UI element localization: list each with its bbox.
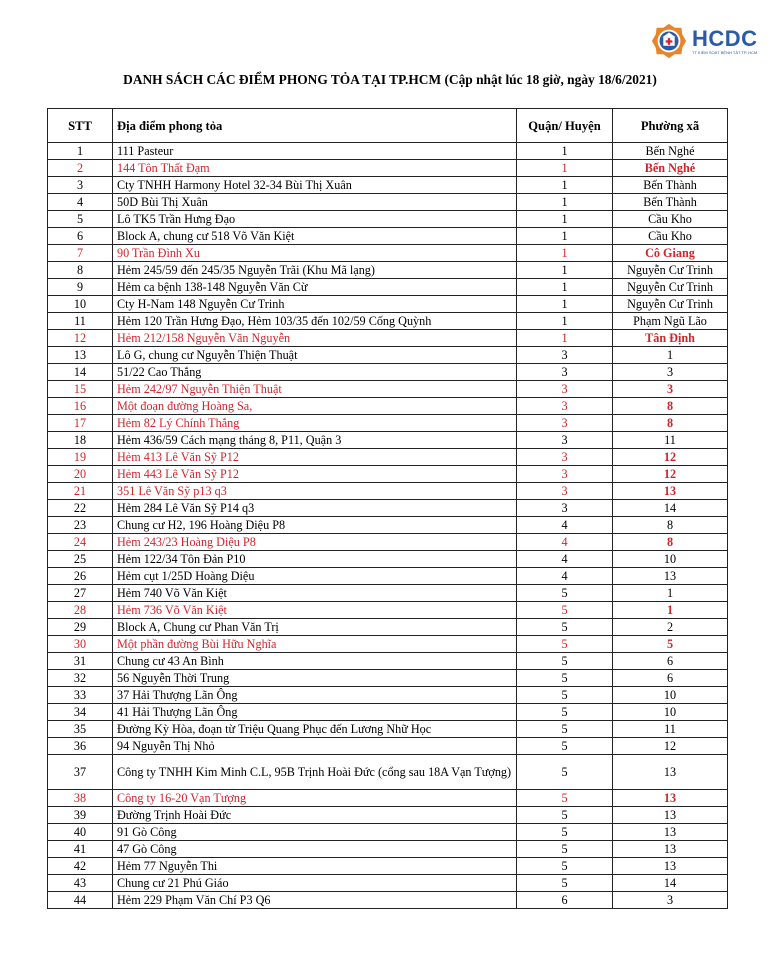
cell-district: 5 — [517, 602, 613, 619]
cell-district: 3 — [517, 364, 613, 381]
cell-stt: 42 — [48, 858, 113, 875]
cell-ward: 13 — [613, 807, 728, 824]
table-row — [48, 143, 728, 160]
table-header-row — [48, 109, 728, 143]
cell-district: 1 — [517, 262, 613, 279]
cell-location: Hẻm 443 Lê Văn Sỹ P12 — [113, 466, 517, 483]
cell-stt: 4 — [48, 194, 113, 211]
table-row — [48, 313, 728, 330]
cell-ward: 8 — [613, 415, 728, 432]
cell-district: 1 — [517, 143, 613, 160]
cell-location: Hẻm 122/34 Tôn Đản P10 — [113, 551, 517, 568]
cell-location: Công ty 16-20 Vạn Tượng — [113, 790, 517, 807]
cell-stt: 22 — [48, 500, 113, 517]
cell-ward: 13 — [613, 841, 728, 858]
cell-district: 1 — [517, 330, 613, 347]
cell-location: Chung cư 21 Phú Giáo — [113, 875, 517, 892]
cell-stt: 32 — [48, 670, 113, 687]
cell-district: 4 — [517, 551, 613, 568]
cell-location: Một phần đường Bùi Hữu Nghĩa — [113, 636, 517, 653]
cell-stt: 38 — [48, 790, 113, 807]
header-stt: STT — [48, 109, 113, 143]
cell-ward: 5 — [613, 636, 728, 653]
table-row — [48, 364, 728, 381]
table-row — [48, 398, 728, 415]
cell-district: 5 — [517, 653, 613, 670]
cell-ward: 8 — [613, 534, 728, 551]
cell-ward: 10 — [613, 551, 728, 568]
table-row — [48, 619, 728, 636]
cell-ward: 13 — [613, 568, 728, 585]
table-row — [48, 483, 728, 500]
cell-district: 4 — [517, 534, 613, 551]
cell-stt: 3 — [48, 177, 113, 194]
cell-ward: 3 — [613, 364, 728, 381]
cell-stt: 1 — [48, 143, 113, 160]
header-ward: Phường xã — [613, 109, 728, 143]
cell-ward: Bến Thành — [613, 194, 728, 211]
table-row — [48, 517, 728, 534]
cell-district: 5 — [517, 619, 613, 636]
cell-location: Cty TNHH Harmony Hotel 32-34 Bùi Thị Xuân — [113, 177, 517, 194]
cell-ward: Nguyễn Cư Trinh — [613, 279, 728, 296]
cell-stt: 26 — [48, 568, 113, 585]
cell-stt: 43 — [48, 875, 113, 892]
table-row — [48, 807, 728, 824]
cell-ward: 12 — [613, 449, 728, 466]
cell-ward: 10 — [613, 704, 728, 721]
cell-district: 3 — [517, 449, 613, 466]
cell-district: 5 — [517, 824, 613, 841]
cell-location: Công ty TNHH Kim Minh C.L, 95B Trịnh Hoài Đức (cổng sau 18A Vạn Tượng) — [113, 755, 517, 790]
table-row — [48, 381, 728, 398]
table-row — [48, 500, 728, 517]
cell-location: Hẻm 243/23 Hoàng Diệu P8 — [113, 534, 517, 551]
cell-location: 90 Trần Đình Xu — [113, 245, 517, 262]
cell-location: 47 Gò Công — [113, 841, 517, 858]
cell-district: 5 — [517, 858, 613, 875]
cell-district: 1 — [517, 296, 613, 313]
cell-ward: 8 — [613, 398, 728, 415]
table-row — [48, 415, 728, 432]
cell-stt: 25 — [48, 551, 113, 568]
table-row — [48, 721, 728, 738]
cell-location: 50D Bùi Thị Xuân — [113, 194, 517, 211]
cell-district: 3 — [517, 500, 613, 517]
cell-location: Hẻm 245/59 đến 245/35 Nguyễn Trãi (Khu Mã lạng) — [113, 262, 517, 279]
table-row — [48, 211, 728, 228]
page-title: DANH SÁCH CÁC ĐIỂM PHONG TỎA TẠI TP.HCM (Cập nhật lúc 18 giờ, ngày 18/6/2021) — [123, 72, 657, 87]
cell-district: 1 — [517, 245, 613, 262]
cell-location: 51/22 Cao Thắng — [113, 364, 517, 381]
cell-ward: 6 — [613, 670, 728, 687]
table-row — [48, 194, 728, 211]
cell-stt: 13 — [48, 347, 113, 364]
cell-location: Block A, Chung cư Phan Văn Trị — [113, 619, 517, 636]
cell-district: 5 — [517, 670, 613, 687]
cell-stt: 44 — [48, 892, 113, 909]
table-row — [48, 841, 728, 858]
cell-district: 5 — [517, 738, 613, 755]
cell-district: 5 — [517, 721, 613, 738]
cell-district: 4 — [517, 568, 613, 585]
table-row — [48, 228, 728, 245]
cell-stt: 36 — [48, 738, 113, 755]
cell-stt: 15 — [48, 381, 113, 398]
cell-stt: 21 — [48, 483, 113, 500]
cell-stt: 14 — [48, 364, 113, 381]
lockdown-table — [47, 108, 728, 909]
cell-stt: 18 — [48, 432, 113, 449]
cell-ward: 12 — [613, 738, 728, 755]
table-row — [48, 245, 728, 262]
table-row — [48, 466, 728, 483]
cell-ward: 13 — [613, 790, 728, 807]
cell-district: 3 — [517, 415, 613, 432]
cell-location: Đường Kỳ Hòa, đoạn từ Triệu Quang Phục đến Lương Nhữ Học — [113, 721, 517, 738]
cell-ward: Cầu Kho — [613, 211, 728, 228]
cell-district: 1 — [517, 177, 613, 194]
cell-ward: 12 — [613, 466, 728, 483]
cell-location: 144 Tôn Thất Đạm — [113, 160, 517, 177]
cell-ward: 13 — [613, 483, 728, 500]
table-row — [48, 653, 728, 670]
table-row — [48, 279, 728, 296]
cell-location: Hẻm ca bệnh 138-148 Nguyễn Văn Cừ — [113, 279, 517, 296]
cell-stt: 2 — [48, 160, 113, 177]
table-row — [48, 670, 728, 687]
cell-location: 91 Gò Công — [113, 824, 517, 841]
cell-stt: 17 — [48, 415, 113, 432]
cell-location: 351 Lê Văn Sỹ p13 q3 — [113, 483, 517, 500]
cell-district: 1 — [517, 279, 613, 296]
table-body — [48, 143, 728, 909]
header-district: Quận/ Huyện — [517, 109, 613, 143]
cell-location: Hẻm 736 Võ Văn Kiệt — [113, 602, 517, 619]
cell-location: Hẻm 284 Lê Văn Sỹ P14 q3 — [113, 500, 517, 517]
cell-ward: Bến Nghé — [613, 143, 728, 160]
cell-district: 5 — [517, 687, 613, 704]
table-row — [48, 534, 728, 551]
cell-stt: 8 — [48, 262, 113, 279]
cell-stt: 39 — [48, 807, 113, 824]
cell-stt: 29 — [48, 619, 113, 636]
cell-district: 3 — [517, 466, 613, 483]
table-row — [48, 824, 728, 841]
table-row — [48, 551, 728, 568]
cell-district: 1 — [517, 313, 613, 330]
cell-district: 1 — [517, 211, 613, 228]
cell-stt: 37 — [48, 755, 113, 790]
cell-location: Hẻm 212/158 Nguyễn Văn Nguyễn — [113, 330, 517, 347]
table-row — [48, 875, 728, 892]
cell-district: 1 — [517, 194, 613, 211]
cell-ward: 6 — [613, 653, 728, 670]
table-row — [48, 160, 728, 177]
cell-district: 4 — [517, 517, 613, 534]
cell-ward: 11 — [613, 721, 728, 738]
cell-stt: 27 — [48, 585, 113, 602]
cell-location: Hẻm 740 Võ Văn Kiệt — [113, 585, 517, 602]
cell-stt: 40 — [48, 824, 113, 841]
cell-ward: Cô Giang — [613, 245, 728, 262]
cell-stt: 30 — [48, 636, 113, 653]
cell-ward: Cầu Kho — [613, 228, 728, 245]
cell-district: 6 — [517, 892, 613, 909]
cell-ward: 1 — [613, 585, 728, 602]
cell-ward: Bến Thành — [613, 177, 728, 194]
cell-location: 111 Pasteur — [113, 143, 517, 160]
cell-ward: 14 — [613, 500, 728, 517]
logo-subtitle: TT KIỂM SOÁT BỆNH TẬT TP. HCM — [692, 49, 758, 55]
cell-stt: 10 — [48, 296, 113, 313]
cell-location: Hẻm 120 Trần Hưng Đạo, Hẻm 103/35 đến 102/59 Cống Quỳnh — [113, 313, 517, 330]
table-row — [48, 347, 728, 364]
cell-ward: Bến Nghé — [613, 160, 728, 177]
cell-district: 3 — [517, 432, 613, 449]
table-row — [48, 602, 728, 619]
cell-district: 5 — [517, 790, 613, 807]
cell-location: 56 Nguyễn Thời Trung — [113, 670, 517, 687]
cell-stt: 34 — [48, 704, 113, 721]
cell-ward: 8 — [613, 517, 728, 534]
cell-ward: 2 — [613, 619, 728, 636]
cell-location: Chung cư H2, 196 Hoàng Diệu P8 — [113, 517, 517, 534]
cell-stt: 23 — [48, 517, 113, 534]
cell-stt: 20 — [48, 466, 113, 483]
cell-location: 94 Nguyễn Thị Nhỏ — [113, 738, 517, 755]
table-row — [48, 755, 728, 790]
cell-location: Lô G, chung cư Nguyễn Thiện Thuật — [113, 347, 517, 364]
cell-location: 41 Hải Thượng Lãn Ông — [113, 704, 517, 721]
header-location: Địa điểm phong tỏa — [113, 109, 517, 143]
cell-ward: 10 — [613, 687, 728, 704]
cell-district: 5 — [517, 807, 613, 824]
cell-district: 5 — [517, 636, 613, 653]
table-row — [48, 262, 728, 279]
cell-location: Đường Trịnh Hoài Đức — [113, 807, 517, 824]
table-row — [48, 892, 728, 909]
cell-ward: Tân Định — [613, 330, 728, 347]
table-row — [48, 568, 728, 585]
cell-location: Hẻm 413 Lê Văn Sỹ P12 — [113, 449, 517, 466]
table-row — [48, 177, 728, 194]
table-row — [48, 585, 728, 602]
cell-ward: 3 — [613, 892, 728, 909]
cell-location: Hẻm cụt 1/25D Hoàng Diệu — [113, 568, 517, 585]
cell-ward: 13 — [613, 858, 728, 875]
cell-stt: 28 — [48, 602, 113, 619]
cell-stt: 11 — [48, 313, 113, 330]
cell-location: Một đoạn đường Hoàng Sa, — [113, 398, 517, 415]
cell-ward: Nguyễn Cư Trinh — [613, 296, 728, 313]
cell-stt: 33 — [48, 687, 113, 704]
cell-location: Hẻm 82 Lý Chính Thắng — [113, 415, 517, 432]
cell-ward: 13 — [613, 755, 728, 790]
cell-ward: 3 — [613, 381, 728, 398]
logo-name: HCDC — [692, 25, 758, 51]
table-row — [48, 704, 728, 721]
cell-stt: 5 — [48, 211, 113, 228]
cell-district: 3 — [517, 381, 613, 398]
cell-stt: 9 — [48, 279, 113, 296]
cell-ward: 1 — [613, 602, 728, 619]
cell-district: 3 — [517, 483, 613, 500]
cell-location: 37 Hải Thượng Lãn Ông — [113, 687, 517, 704]
cell-location: Block A, chung cư 518 Võ Văn Kiệt — [113, 228, 517, 245]
cell-stt: 35 — [48, 721, 113, 738]
table-row — [48, 687, 728, 704]
cell-district: 5 — [517, 585, 613, 602]
cell-ward: 13 — [613, 824, 728, 841]
cell-location: Chung cư 43 An Bình — [113, 653, 517, 670]
cell-stt: 7 — [48, 245, 113, 262]
hcdc-emblem-icon — [650, 22, 688, 60]
table-row — [48, 738, 728, 755]
cell-location: Hẻm 229 Phạm Văn Chí P3 Q6 — [113, 892, 517, 909]
cell-ward: Phạm Ngũ Lão — [613, 313, 728, 330]
cell-ward: 14 — [613, 875, 728, 892]
cell-location: Cty H-Nam 148 Nguyễn Cư Trinh — [113, 296, 517, 313]
cell-stt: 19 — [48, 449, 113, 466]
cell-district: 5 — [517, 755, 613, 790]
hcdc-logo — [650, 18, 768, 64]
cell-district: 5 — [517, 704, 613, 721]
cell-stt: 12 — [48, 330, 113, 347]
cell-location: Hẻm 436/59 Cách mạng tháng 8, P11, Quận 3 — [113, 432, 517, 449]
table-row — [48, 636, 728, 653]
cell-location: Hẻm 77 Nguyễn Thi — [113, 858, 517, 875]
cell-stt: 31 — [48, 653, 113, 670]
cell-district: 3 — [517, 398, 613, 415]
table-row — [48, 858, 728, 875]
table-row — [48, 790, 728, 807]
cell-stt: 16 — [48, 398, 113, 415]
cell-stt: 6 — [48, 228, 113, 245]
table-row — [48, 296, 728, 313]
cell-ward: 1 — [613, 347, 728, 364]
cell-stt: 41 — [48, 841, 113, 858]
cell-district: 5 — [517, 841, 613, 858]
cell-district: 1 — [517, 228, 613, 245]
cell-district: 1 — [517, 160, 613, 177]
table-row — [48, 449, 728, 466]
cell-district: 3 — [517, 347, 613, 364]
cell-ward: Nguyễn Cư Trinh — [613, 262, 728, 279]
cell-location: Hẻm 242/97 Nguyễn Thiện Thuật — [113, 381, 517, 398]
cell-stt: 24 — [48, 534, 113, 551]
table-row — [48, 432, 728, 449]
cell-location: Lô TK5 Trần Hưng Đạo — [113, 211, 517, 228]
table-row — [48, 330, 728, 347]
cell-district: 5 — [517, 875, 613, 892]
cell-ward: 11 — [613, 432, 728, 449]
